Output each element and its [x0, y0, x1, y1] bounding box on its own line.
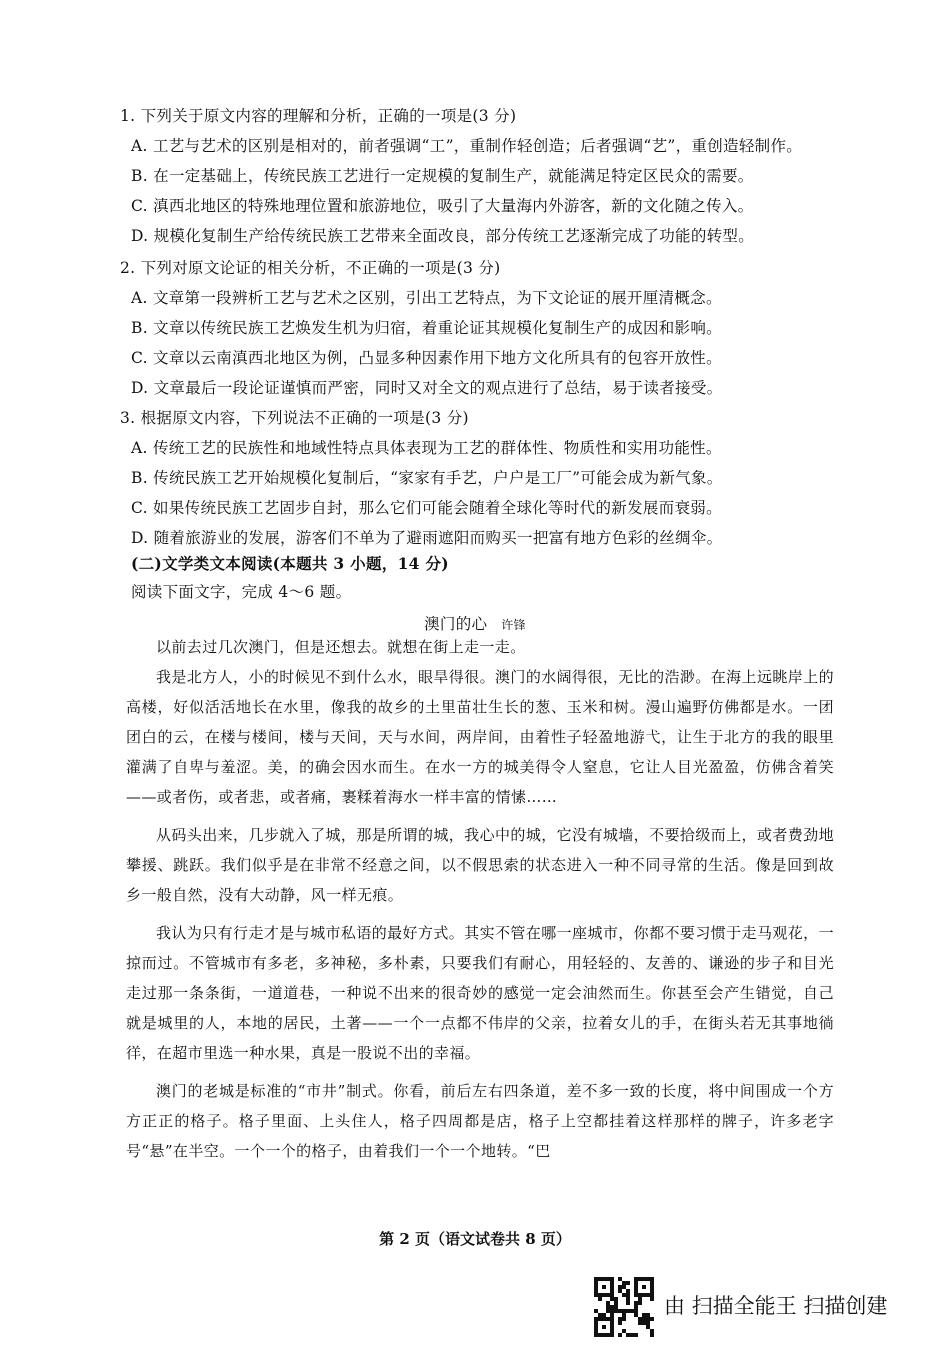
article-title-block [0, 612, 950, 634]
scanner-watermark: 由 扫描全能王 扫描创建 [664, 1294, 888, 1318]
article-title: 澳门的心 [424, 615, 488, 633]
section-heading: (二)文学类文本阅读(本题共 3 小题，14 分) [131, 554, 449, 573]
question-1-option-a: A. 工艺与艺术的区别是相对的，前者强调“工”，重制作轻创造；后者强调“艺”，重创造轻制作。 [131, 137, 803, 155]
question-3-option-b: B. 传统民族工艺开始规模化复制后，“家家有手艺，户户是工厂”可能会成为新气象。 [131, 469, 723, 487]
question-1-stem: 1. 下列关于原文内容的理解和分析，正确的一项是(3 分) [120, 107, 517, 125]
article-paragraph-4: 我认为只有行走才是与城市私语的最好方式。其实不管在哪一座城市，你都不要习惯于走马观花，一掠而过。不管城市有多老，多神秘，多朴素，只要我们有耐心，用轻轻的、友善的、谦逊的步子和目光走过那一条条街，一道道巷，一种说不出来的很奇妙的感觉一定会油然而生。你甚至会产生错觉，自己就是城里的人，本地的居民，土著——一个一点都不伟岸的父亲，拉着女儿的手，在街头若无其事地徜徉，在超市里选一种水果，真是一股说不出的幸福。 [126, 924, 834, 1062]
question-2-option-b: B. 文章以传统民族工艺焕发生机为归宿，着重论证其规模化复制生产的成因和影响。 [131, 319, 722, 337]
question-3-option-c: C. 如果传统民族工艺固步自封，那么它们可能会随着全球化等时代的新发展而衰弱。 [131, 499, 722, 517]
article-body [126, 632, 834, 1166]
question-2-option-c: C. 文章以云南滇西北地区为例，凸显多种因素作用下地方文化所具有的包容开放性。 [131, 349, 722, 367]
question-3-stem: 3. 根据原文内容，下列说法不正确的一项是(3 分) [120, 409, 469, 427]
article-paragraph-3: 从码头出来，几步就入了城，那是所谓的城，我心中的城，它没有城墙，不要拾级而上，或者费劲地攀援、跳跃。我们似乎是在非常不经意之间，以不假思索的状态进入一种不同寻常的生活。像是回到故乡一般自然，没有大动静，风一样无痕。 [126, 826, 834, 904]
question-1-option-b: B. 在一定基础上，传统民族工艺进行一定规模的复制生产，就能满足特定区民众的需要。 [131, 167, 754, 185]
question-1-option-c: C. 滇西北地区的特殊地理位置和旅游地位，吸引了大量海内外游客，新的文化随之传入。 [131, 197, 754, 215]
question-3-option-d: D. 随着旅游业的发展，游客们不单为了避雨遮阳而购买一把富有地方色彩的丝绸伞。 [131, 529, 723, 547]
question-2-option-d: D. 文章最后一段论证谨慎而严密，同时又对全文的观点进行了总结，易于读者接受。 [131, 379, 723, 397]
article-author: 许锋 [501, 618, 526, 632]
question-2-stem: 2. 下列对原文论证的相关分析，不正确的一项是(3 分) [120, 259, 501, 277]
qr-code-icon [594, 1277, 654, 1337]
reading-instruction: 阅读下面文字，完成 4～6 题。 [131, 583, 352, 601]
article-paragraph-1: 以前去过几次澳门，但是还想去。就想在街上走一走。 [156, 638, 526, 656]
question-3-option-a: A. 传统工艺的民族性和地域性特点具体表现为工艺的群体性、物质性和实用功能性。 [131, 439, 722, 457]
page-footer: 第 2 页（语文试卷共 8 页） [379, 1230, 571, 1248]
question-1-option-d: D. 规模化复制生产给传统民族工艺带来全面改良，部分传统工艺逐渐完成了功能的转型。 [131, 227, 755, 245]
question-2-option-a: A. 文章第一段辨析工艺与艺术之区别，引出工艺特点，为下文论证的展开厘清概念。 [131, 289, 722, 307]
article-paragraph-5: 澳门的老城是标准的“市井”制式。你看，前后左右四条道，差不多一致的长度，将中间围成一个方方正正的格子。格子里面、上头住人，格子四周都是店，格子上空都挂着这样那样的牌子，许多老字号“悬”在半空。一个一个的格子，由着我们一个一个地转。“巴 [126, 1082, 834, 1160]
article-paragraph-2: 我是北方人，小的时候见不到什么水，眼旱得很。澳门的水阔得很，无比的浩渺。在海上远眺岸上的高楼，好似活活地长在水里，像我的故乡的土里苗壮生长的葱、玉米和树。漫山遍野仿佛都是水。一团团白的云，在楼与楼间，楼与天间，天与水间，两岸间，由着性子轻盈地游弋，让生于北方的我的眼里灌满了自卑与羞涩。美，的确会因水而生。在水一方的城美得令人窒息，它让人目光盈盈，仿佛含着笑——或者伤，或者悲，或者痛，裹糅着海水一样丰富的情愫…… [126, 668, 834, 806]
